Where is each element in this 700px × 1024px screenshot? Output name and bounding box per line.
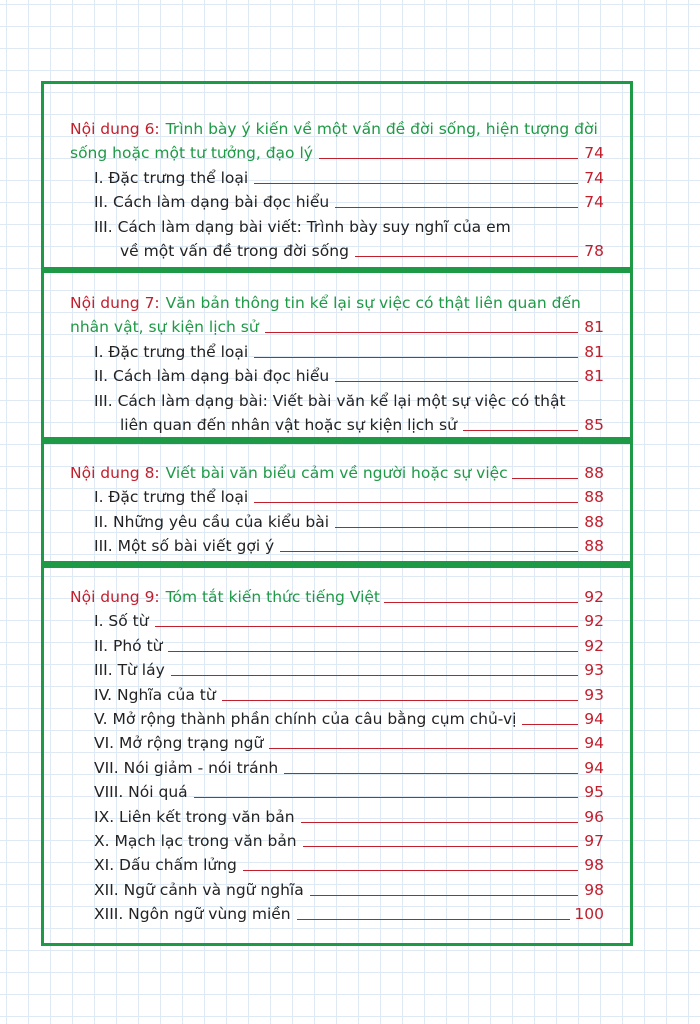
toc-item-label: X. Mạch lạc trong văn bản <box>94 832 297 850</box>
page-number: 92 <box>584 588 604 606</box>
page-number: 88 <box>584 537 604 556</box>
section-title: Văn bản thông tin kể lại sự việc có thật liên quan đến <box>165 294 581 312</box>
page-number: 94 <box>584 734 604 753</box>
page-number: 98 <box>584 880 604 899</box>
page-number: 81 <box>584 367 604 386</box>
toc-entry[interactable] <box>44 413 630 437</box>
toc-entry[interactable] <box>44 780 630 804</box>
toc-item-label: II. Phó từ <box>94 636 163 655</box>
page-number: 74 <box>584 168 604 187</box>
toc-item-label: I. Số từ <box>94 612 149 631</box>
toc-section <box>41 561 633 946</box>
leader-line <box>303 846 578 847</box>
page-number: 97 <box>584 832 604 850</box>
toc-item-label: III. Cách làm dạng bài viết: Trình bày suy nghĩ của em <box>94 217 511 236</box>
toc-item-label: III. Từ láy <box>94 661 165 680</box>
page-number: 94 <box>584 710 604 728</box>
leader-line <box>194 797 578 798</box>
page-number: 78 <box>584 242 604 260</box>
toc-entry[interactable] <box>44 534 630 558</box>
toc-item-label-cont: liên quan đến nhân vật hoặc sự kiện lịch sử <box>120 416 457 434</box>
toc-section <box>41 437 633 568</box>
toc-entry[interactable] <box>44 485 630 509</box>
toc-item-label: I. Đặc trưng thể loại <box>94 488 249 507</box>
toc-section <box>41 267 633 444</box>
page-number: 85 <box>584 416 604 434</box>
toc-item-label: VI. Mở rộng trạng ngữ <box>94 734 264 753</box>
page-number: 88 <box>584 512 604 531</box>
section-title: Trình bày ý kiến về một vấn đề đời sống, hiện tượng đời <box>165 120 598 138</box>
leader-line <box>280 551 578 552</box>
toc-entry[interactable] <box>44 805 630 829</box>
toc-entry[interactable] <box>44 117 630 141</box>
page-number: 81 <box>584 342 604 361</box>
toc-entry[interactable] <box>44 902 630 926</box>
section-number: Nội dung 8: <box>70 464 160 482</box>
leader-line <box>168 651 578 652</box>
toc-item-label: VII. Nói giảm - nói tránh <box>94 758 279 777</box>
page-number: 88 <box>584 488 604 507</box>
toc-item-label: I. Đặc trưng thể loại <box>94 168 249 187</box>
toc-item-label: XI. Dấu chấm lửng <box>94 856 237 875</box>
page-number: 95 <box>584 783 604 802</box>
toc-entry[interactable] <box>44 389 630 413</box>
leader-line <box>310 895 578 896</box>
page-number: 74 <box>584 193 604 212</box>
toc-entry[interactable] <box>44 461 630 485</box>
toc-entry[interactable] <box>44 878 630 902</box>
toc-item-label: V. Mở rộng thành phần chính của câu bằng cụm chủ-vị <box>94 710 517 728</box>
toc-entry[interactable] <box>44 829 630 853</box>
toc-entry[interactable] <box>44 166 630 190</box>
leader-line <box>355 256 578 257</box>
toc-entry[interactable] <box>44 683 630 707</box>
toc-entry[interactable] <box>44 609 630 633</box>
toc-item-label: II. Những yêu cầu của kiểu bài <box>94 512 330 531</box>
toc-item-label: IV. Nghĩa của từ <box>94 685 216 704</box>
leader-line <box>463 430 578 431</box>
toc-item-label-cont: về một vấn đề trong đời sống <box>120 242 349 260</box>
leader-line <box>335 527 578 528</box>
toc-entry[interactable] <box>44 510 630 534</box>
toc-item-label: II. Cách làm dạng bài đọc hiểu <box>94 193 330 212</box>
page-number: 94 <box>584 758 604 777</box>
toc-item-label: III. Một số bài viết gợi ý <box>94 537 275 556</box>
toc-entry[interactable] <box>44 658 630 682</box>
toc-entry[interactable] <box>44 215 630 239</box>
section-number: Nội dung 9: <box>70 588 160 606</box>
toc-entry[interactable] <box>44 853 630 877</box>
toc-item-label: XIII. Ngôn ngữ vùng miền <box>94 905 291 924</box>
section-number: Nội dung 6: <box>70 120 160 138</box>
section-title-cont: nhân vật, sự kiện lịch sử <box>70 318 259 337</box>
leader-line <box>297 919 570 920</box>
leader-line <box>301 822 578 823</box>
leader-line <box>155 626 578 627</box>
leader-line <box>254 183 578 184</box>
toc-entry[interactable] <box>44 315 630 339</box>
leader-line <box>243 870 578 871</box>
section-title: Viết bài văn biểu cảm về người hoặc sự việc <box>165 464 508 482</box>
toc-section <box>41 81 633 273</box>
page-number: 74 <box>584 144 604 163</box>
page-number: 92 <box>584 612 604 631</box>
leader-line <box>319 158 578 159</box>
leader-line <box>171 675 578 676</box>
page-number: 93 <box>584 685 604 704</box>
toc-entry[interactable] <box>44 340 630 364</box>
page-number: 88 <box>584 464 604 482</box>
toc-entry[interactable] <box>44 756 630 780</box>
page-number: 81 <box>584 318 604 337</box>
toc-entry[interactable] <box>44 291 630 315</box>
page-number: 100 <box>574 905 604 924</box>
toc-entry[interactable] <box>44 364 630 388</box>
section-title: Tóm tắt kiến thức tiếng Việt <box>165 588 380 606</box>
page-number: 98 <box>584 856 604 875</box>
leader-line <box>222 700 578 701</box>
leader-line <box>254 502 578 503</box>
toc-entry[interactable] <box>44 585 630 609</box>
section-title-cont: sống hoặc một tư tưởng, đạo lý <box>70 144 313 163</box>
toc-item-label: II. Cách làm dạng bài đọc hiểu <box>94 367 330 386</box>
leader-line <box>254 357 578 358</box>
toc-item-label: III. Cách làm dạng bài: Viết bài văn kể lại một sự việc có thật <box>94 391 566 410</box>
leader-line <box>335 207 578 208</box>
toc-item-label: VIII. Nói quá <box>94 783 188 802</box>
page-number: 93 <box>584 661 604 680</box>
page-number: 92 <box>584 636 604 655</box>
leader-line <box>284 773 578 774</box>
leader-line <box>335 381 578 382</box>
page-number: 96 <box>584 807 604 826</box>
toc-entry[interactable] <box>44 239 630 263</box>
toc-entry[interactable] <box>44 190 630 214</box>
toc-item-label: XII. Ngữ cảnh và ngữ nghĩa <box>94 880 304 899</box>
toc-entry[interactable] <box>44 141 630 165</box>
section-number: Nội dung 7: <box>70 294 160 312</box>
toc-item-label: IX. Liên kết trong văn bản <box>94 807 295 826</box>
toc-entry[interactable] <box>44 731 630 755</box>
toc-item-label: I. Đặc trưng thể loại <box>94 342 249 361</box>
toc-entry[interactable] <box>44 634 630 658</box>
leader-line <box>384 602 578 603</box>
toc-entry[interactable] <box>44 707 630 731</box>
leader-line <box>265 332 578 333</box>
leader-line <box>269 748 578 749</box>
